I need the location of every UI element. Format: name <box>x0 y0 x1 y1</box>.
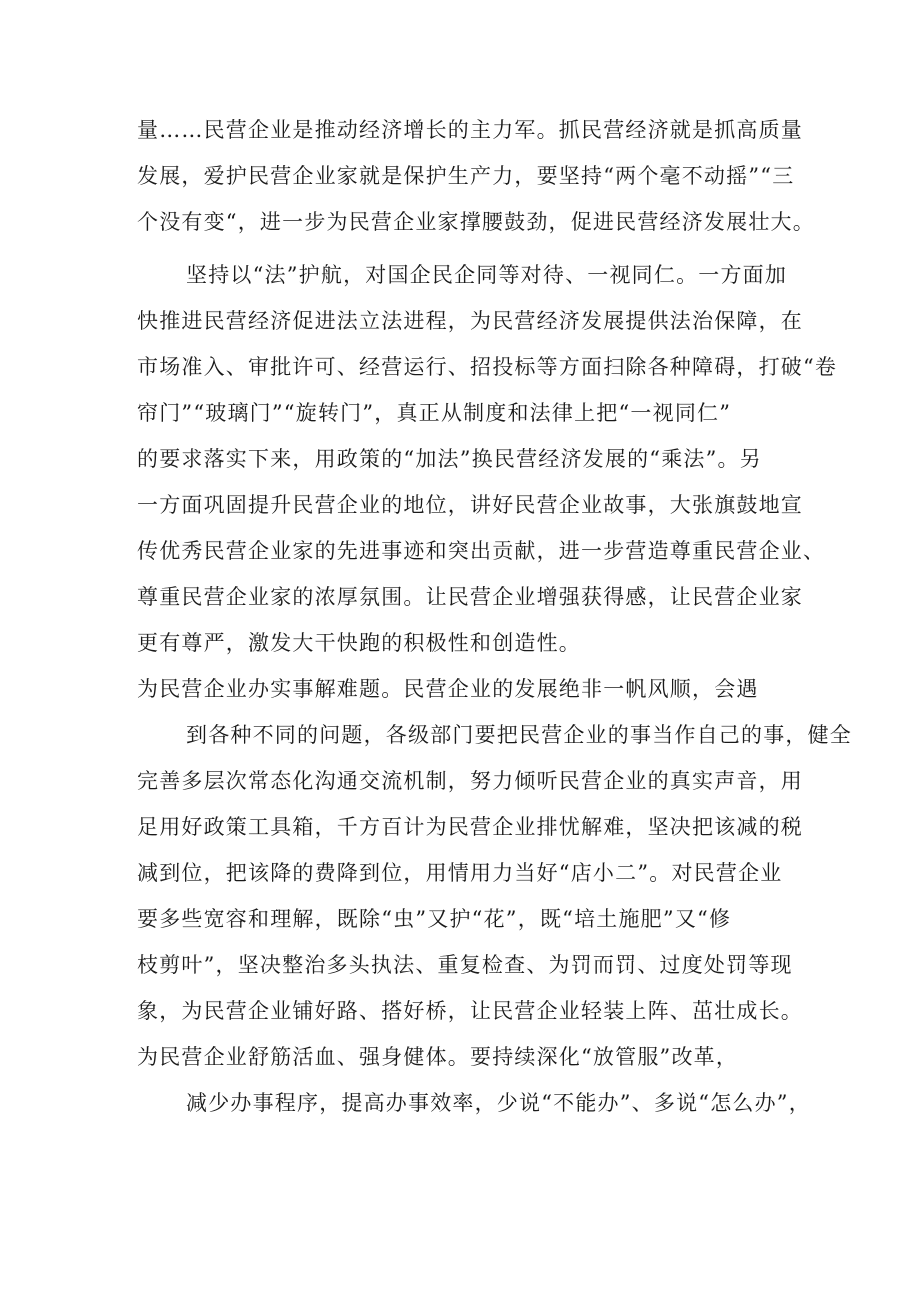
paragraph-first-line: 坚持以“法”护航，对国企民企同等对待、一视同仁。一方面加 <box>186 263 788 287</box>
text-line: 传优秀民营企业家的先进事迹和突出贡献，进一步营造尊重民营企业、 <box>137 539 826 563</box>
text-line: 个没有变“，进一步为民营企业家撑腰鼓劲，促进民营经济发展壮大。 <box>137 210 815 234</box>
text-line: 要多些宽容和理解，既除“虫”又护“花”，既“培土施肥”又“修 <box>137 907 732 931</box>
text-line: 枝剪叶”，坚决整治多头执法、重复检查、为罚而罚、过度处罚等现 <box>137 953 793 977</box>
text-line: 帘门”“玻璃门”“旋转门”，真正从制度和法律上把“一视同仁” <box>137 401 732 425</box>
text-line: 发展，爱护民营企业家就是保护生产力，要坚持“两个毫不动摇”“三 <box>137 164 795 188</box>
paragraph-first-line: 到各种不同的问题，各级部门要把民营企业的事当作自己的事，健全 <box>186 723 852 747</box>
text-line: 快推进民营经济促进法立法进程，为民营经济发展提供法治保障，在 <box>137 309 803 333</box>
text-line: 为民营企业舒筋活血、强身健体。要持续深化“放管服”改革， <box>137 1045 739 1069</box>
text-line: 更有尊严，激发大干快跑的积极性和创造性。 <box>137 631 581 655</box>
text-line: 减到位，把该降的费降到位，用情用力当好“店小二”。对民营企业 <box>137 861 783 885</box>
text-line: 量……民营企业是推动经济增长的主力军。抓民营经济就是抓高质量 <box>137 118 803 142</box>
text-line: 一方面巩固提升民营企业的地位，讲好民营企业故事，大张旗鼓地宣 <box>137 493 803 517</box>
text-line: 完善多层次常态化沟通交流机制，努力倾听民营企业的真实声音，用 <box>137 769 803 793</box>
text-line: 尊重民营企业家的浓厚氛围。让民营企业增强获得感，让民营企业家 <box>137 585 803 609</box>
text-line: 的要求落实下来，用政策的“加法”换民营经济发展的“乘法”。另 <box>137 447 762 471</box>
text-line <box>0 1129 920 1169</box>
text-line: 为民营企业办实事解难题。民营企业的发展绝非一帆风顺，会遇 <box>137 677 759 701</box>
paragraph-first-line: 减少办事程序，提高办事效率，少说“不能办”、多说“怎么办”， <box>186 1091 811 1115</box>
text-line: 足用好政策工具箱，千方百计为民营企业排忧解难，坚决把该减的税 <box>137 815 803 839</box>
text-line: 市场准入、审批许可、经营运行、招投标等方面扫除各种障碍，打破“卷 <box>137 355 838 379</box>
text-line: 象，为民营企业铺好路、搭好桥，让民营企业轻装上阵、茁壮成长。 <box>137 999 803 1023</box>
